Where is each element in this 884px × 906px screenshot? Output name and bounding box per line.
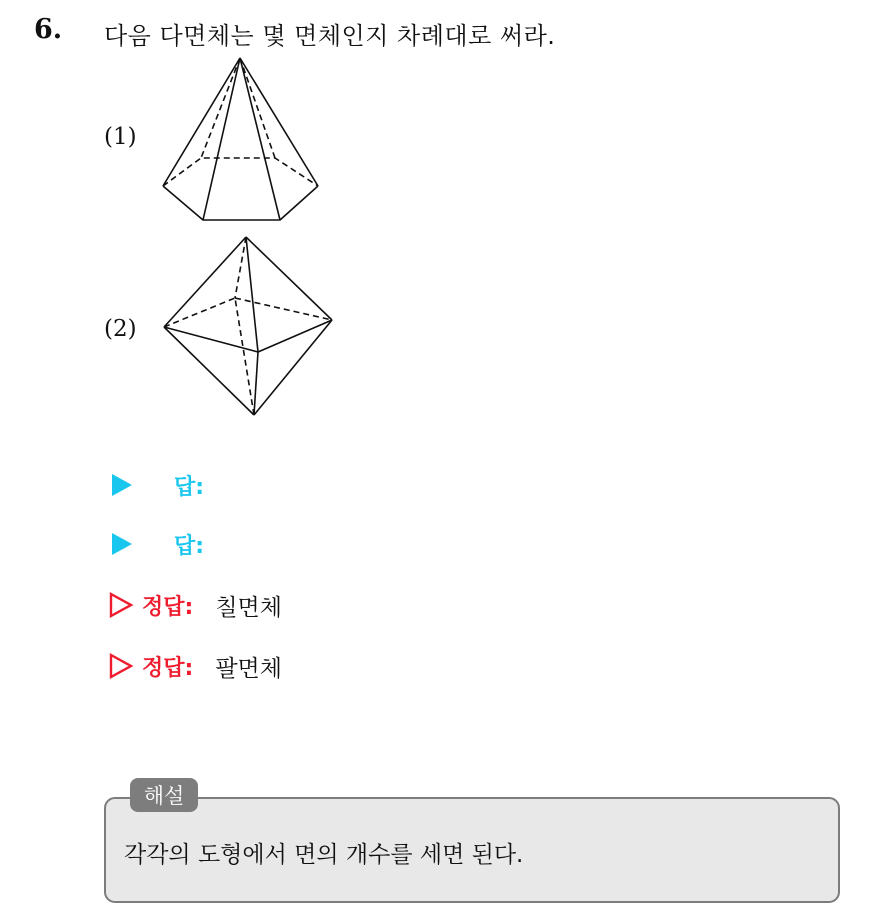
question-text: 다음 다면체는 몇 면체인지 차례대로 써라. (104, 22, 556, 50)
question-number: 6. (34, 14, 63, 45)
correct-answer-label: 정답: (142, 594, 194, 620)
figure-1-label: (1) (104, 124, 137, 150)
explanation-text: 각각의 도형에서 면의 개수를 세면 된다. (124, 842, 524, 868)
play-arrow-icon (112, 474, 132, 496)
correct-answer-value: 팔면체 (215, 655, 282, 682)
correct-answer-label: 정답: (142, 655, 194, 681)
correct-answer-value: 칠면체 (215, 594, 282, 621)
play-arrow-icon (112, 533, 132, 555)
answer-label: 답: (174, 533, 205, 559)
answer-row-1 (108, 470, 204, 500)
correct-answer-row-2 (108, 651, 282, 681)
answer-row-2 (108, 529, 204, 559)
outline-arrow-icon (108, 592, 134, 618)
answer-label: 답: (174, 474, 205, 500)
explanation-tag: 해설 (130, 778, 198, 812)
figure-2-label: (2) (104, 316, 137, 342)
outline-arrow-icon (108, 653, 134, 679)
correct-answer-row-1 (108, 590, 282, 620)
